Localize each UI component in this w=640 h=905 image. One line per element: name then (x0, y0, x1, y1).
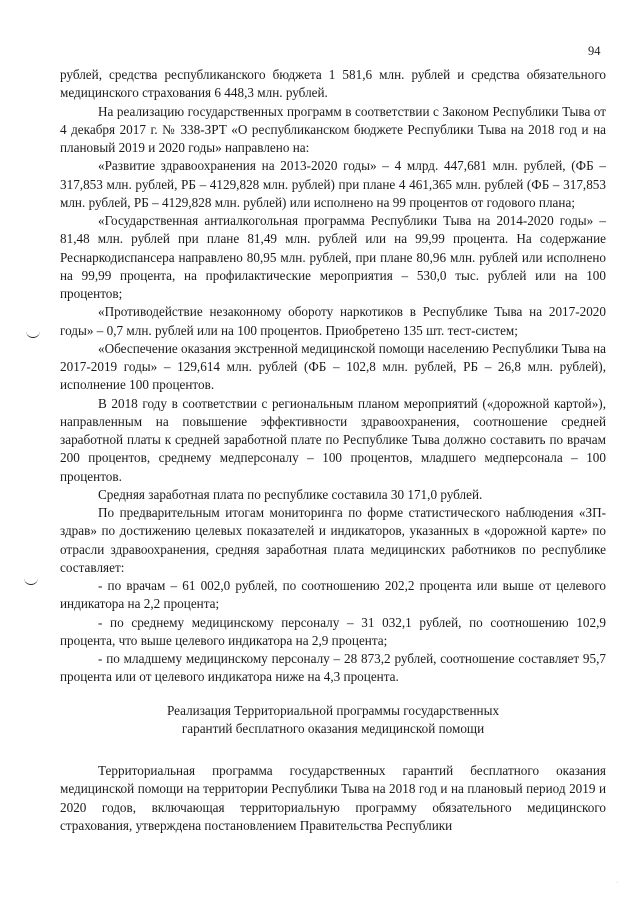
paragraph-territorial-program: Территориальная программа государственных гарантий бесплатного оказания медицинской помощи на территории Республики Тыва на 2018 год и на плановый период 2019 и 2020 годов, включающая территориальную программу обязательного медицинского страхования, утверждена постановлением Правительства Республики (60, 763, 606, 833)
section-heading (60, 702, 606, 739)
margin-pen-mark (24, 577, 38, 585)
paragraph-monitoring: По предварительным итогам мониторинга по форме статистического наблюдения «ЗП-здрав» по достижению целевых показателей и индикаторов, указанных в «дорожной карте» по отрасли здравоохранения, средняя заработная плата медицинских работников по республике составляет: (60, 505, 606, 575)
section-heading-line: гарантий бесплатного оказания медицинской помощи (181, 720, 485, 736)
body-text (60, 66, 606, 835)
section-heading-line: Реализация Территориальной программы государственных (166, 702, 500, 718)
paragraph-antialcohol-program: «Государственная антиалкогольная программа Республики Тыва на 2014-2020 годы» – 81,48 млн. рублей при плане 81,49 млн. рублей или на 99,99 процента. На содержание Реснаркодиспансера направлено 80,95 млн. рублей, при плане 80,96 млн. рублей или исполнено на 99,99 процента, на профилактические мероприятия – 530,0 тыс. рублей или на 100 процентов; (60, 213, 606, 301)
margin-pen-mark (26, 330, 40, 338)
list-item-doctors: - по врачам – 61 002,0 рублей, по соотношению 202,2 процента или выше от целевого индикатора на 2,2 процента; (60, 578, 606, 612)
paragraph-antidrug-program: «Противодействие незаконному обороту наркотиков в Республике Тыва на 2017-2020 годы» – 0,7 млн. рублей или на 100 процентов. Приобретено 135 шт. тест-систем; (60, 304, 606, 338)
list-item-junior-staff: - по младшему медицинскому персоналу – 28 873,2 рублей, соотношение составляет 95,7 процента или от целевого индикатора ниже на 4,3 процента. (60, 651, 606, 685)
paragraph-health-program: «Развитие здравоохранения на 2013-2020 годы» – 4 млрд. 447,681 млн. рублей, (ФБ – 317,853 млн. рублей, РБ – 4129,828 млн. рублей) при плане 4 461,365 млн. рублей (ФБ – 317,853 млн. рублей, РБ – 4129,828 млн. рублей) или исполнено на 99 процентов от годового плана; (60, 158, 606, 210)
page-number: 94 (588, 44, 601, 58)
scan-speck: · (616, 880, 618, 886)
paragraph-emergency-program: «Обеспечение оказания экстренной медицинской помощи населению Республики Тыва на 2017-2019 годы» – 129,614 млн. рублей (ФБ – 102,8 млн. рублей, РБ – 26,8 млн. рублей), исполнение 100 процентов. (60, 340, 606, 393)
list-item-nurses: - по среднему медицинскому персоналу – 31 032,1 рублей, по соотношению 102,9 процента, что выше целевого индикатора на 2,9 процента; (60, 614, 606, 648)
paragraph-roadmap: В 2018 году в соответствии с региональным планом мероприятий («дорожной картой»), направленным на повышение эффективности здравоохранения, соотношение средней заработной платы к средней заработной плате по Республике Тыва должно составить по врачам 200 процентов, среднему медперсоналу – 100 процентов, младшего медперсонала – 100 процентов. (60, 395, 606, 484)
paragraph-programs-intro: На реализацию государственных программ в соответствии с Законом Республики Тыва от 4 декабря 2017 г. № 338-ЗРТ «О республиканском бюджете Республики Тыва на 2018 год и на плановый 2019 и 2020 годы» направлено на: (60, 103, 606, 155)
spacer (60, 738, 606, 762)
paragraph-average-salary: Средняя заработная плата по республике составила 30 171,0 рублей. (98, 486, 483, 502)
paragraph-continuation: рублей, средства республиканского бюджета 1 581,6 млн. рублей и средства обязательного медицинского страхования 6 448,3 млн. рублей. (60, 67, 606, 101)
